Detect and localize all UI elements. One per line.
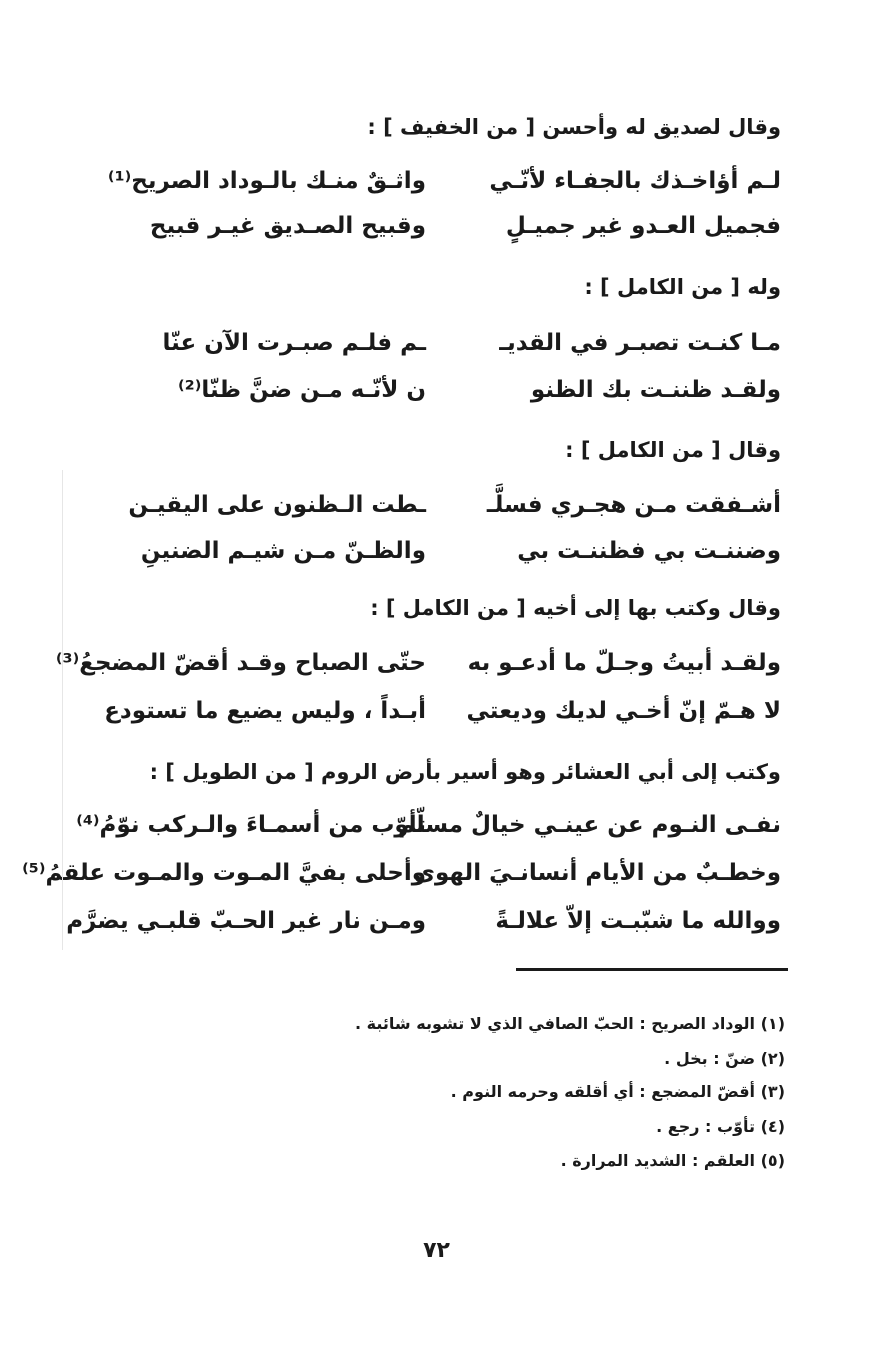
scan-margin-line: [62, 470, 63, 950]
footnote: (٤) تأوّب : رجع .: [656, 1117, 785, 1136]
verse-first-hemistich: ووالله ما شبّبـت إلاّ علالـةً: [495, 908, 781, 934]
verse-line: [91, 377, 781, 417]
verse-first-hemistich: مـا كنـت تصبـر في القديـ: [499, 330, 781, 356]
verse-first-hemistich: ولقـد ظننـت بك الظنو: [530, 377, 781, 403]
verse-second-hemistich: ـطت الـظنون على اليقيـن: [128, 492, 426, 518]
verse-first-hemistich: لا هـمّ إنّ أخـي لديك وديعتي: [466, 698, 781, 724]
verse-line: [91, 330, 781, 370]
footnote: (١) الوداد الصريح : الحبّ الصافي الذي لا تشوبه شائبة .: [355, 1014, 785, 1033]
verse-line: [22, 860, 781, 900]
verse-line: [66, 908, 781, 948]
verse-line: [91, 538, 781, 578]
verse-second-hemistich: أبـداً ، وليس يضيع ما تستودع: [104, 698, 426, 724]
verse-second-hemistich: والظـنّ مـن شيـم الضنينِ: [140, 538, 426, 564]
verse-first-hemistich: أشـفقت مـن هجـري فسلَّـ: [486, 492, 781, 518]
footnote: (٢) ضنّ : بخل .: [664, 1049, 785, 1068]
verse-first-hemistich: نفـى النـوم عن عينـي خيالٌ مسلّم: [397, 812, 781, 838]
verse-first-hemistich: ولقـد أبيتُ وجـلّ ما أدعـو به: [467, 650, 781, 676]
verse-first-hemistich: وضننـت بي فظننـت بي: [517, 538, 781, 564]
verse-second-hemistich: ـم فلـم صبـرت الآن عنّا: [162, 330, 426, 356]
verse-line: [91, 698, 781, 738]
section-heading: وقال [ من الكامل ] :: [565, 438, 781, 462]
verse-second-hemistich: وقبيح الصـديق غيـر قبيح: [149, 213, 426, 239]
page-number: ٧٢: [423, 1238, 450, 1263]
verse-second-hemistich: حتّى الصباح وقـد أقضّ المضجعُ⁽³⁾: [55, 650, 426, 676]
footnote: (٥) العلقم : الشديد المرارة .: [560, 1151, 785, 1170]
verse-second-hemistich: ن لأنّـه مـن ضنَّ ظنّا⁽²⁾: [178, 377, 426, 403]
footnote: (٣) أقضّ المضجع : أي أقلقه وحرمه النوم .: [450, 1082, 785, 1101]
verse-first-hemistich: فجميل العـدو غير جميـلٍ: [505, 213, 781, 239]
verse-line: [91, 492, 781, 532]
verse-first-hemistich: وخطـبٌ من الأيام أنسانـيَ الهوى: [413, 860, 781, 886]
verse-line: [76, 812, 781, 852]
verse-second-hemistich: ومـن نار غير الحـبّ قلبـي يضرَّم: [66, 908, 426, 934]
section-heading: وله [ من الكامل ] :: [584, 275, 781, 299]
verse-first-hemistich: لـم أؤاخـذك بالجفـاء لأنّـي: [489, 168, 781, 194]
verse-line: [91, 213, 781, 253]
verse-line: [91, 168, 781, 208]
verse-line: [55, 650, 781, 690]
section-heading: وقال وكتب بها إلى أخيه [ من الكامل ] :: [370, 596, 781, 620]
section-heading: وكتب إلى أبي العشائر وهو أسير بأرض الروم [ من الطويل ] :: [149, 760, 781, 784]
verse-second-hemistich: تأوّب من أسمـاءَ والـركب نوّمُ⁽⁴⁾: [76, 812, 426, 838]
verse-second-hemistich: وأحلى بفيَّ المـوت والمـوت علقمُ⁽⁵⁾: [22, 860, 426, 886]
section-heading: وقال لصديق له وأحسن [ من الخفيف ] :: [367, 115, 781, 139]
footnote-separator: [516, 968, 788, 971]
verse-second-hemistich: واثـقٌ منـك بالـوداد الصريح⁽¹⁾: [107, 168, 426, 194]
